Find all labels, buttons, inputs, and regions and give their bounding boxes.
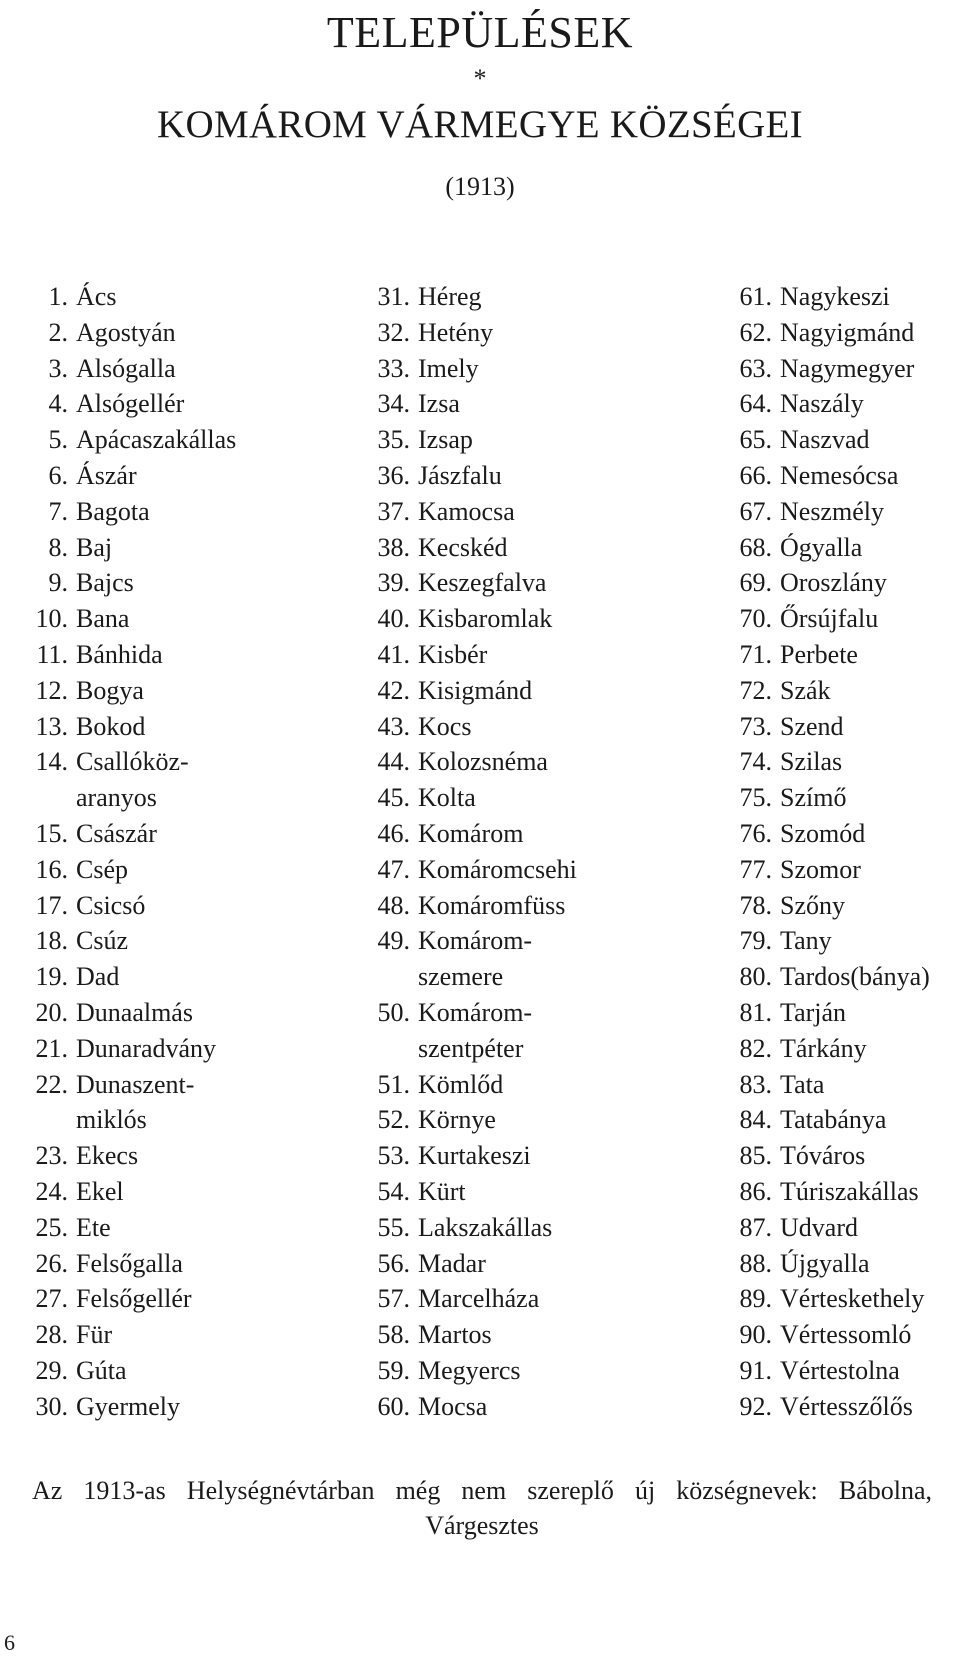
item-number: 28. [35,1320,68,1350]
separator-asterisk: * [473,64,487,93]
list-item [22,1246,236,1282]
settlement-name: Lakszakállas [418,1212,553,1242]
item-number: 51. [377,1069,410,1099]
list-item-continuation [370,1031,577,1067]
item-number: 87. [739,1212,772,1242]
item-number: 61. [739,282,772,311]
settlement-name: Kisbaromlak [418,604,553,634]
page-number: 6 [4,1630,15,1655]
settlement-name: Komárom [418,818,524,848]
settlement-name: Ete [76,1212,111,1242]
settlement-name: Vértestolna [780,1355,900,1385]
settlement-name: Izsa [418,389,460,419]
item-number: 68. [739,532,772,562]
item-number: 91. [739,1355,772,1385]
item-number: 10. [35,604,68,634]
list-item [22,351,236,387]
settlement-name: Szőny [780,890,845,920]
settlement-name: Ekecs [76,1141,139,1171]
item-number: 66. [739,460,772,490]
settlement-name: Jászfalu [418,460,502,490]
settlement-name: Naszály [780,389,864,419]
list-item [732,673,930,709]
item-number: 41. [377,639,410,669]
list-item [370,1389,577,1425]
item-number: 20. [35,997,68,1027]
footnote-line-1: Az 1913-as Helységnévtárban még nem szereplő új községnevek: Bábolna, [32,1476,932,1505]
list-item [22,852,236,888]
settlement-name: Környe [418,1105,496,1135]
settlement-name: Vértessomló [780,1320,912,1350]
list-item [22,458,236,494]
settlement-name: Vérteskethely [780,1284,925,1314]
list-item [370,565,577,601]
list-item [22,1210,236,1246]
settlement-name: Gúta [76,1355,127,1385]
list-item [370,386,577,422]
item-number: 12. [35,675,68,705]
list-item [370,279,577,315]
settlement-name: Gyermely [76,1391,180,1421]
list-item [370,458,577,494]
footnote [32,1473,932,1543]
settlement-name: Szilas [780,747,843,777]
list-item [370,816,577,852]
list-item [22,888,236,924]
settlement-name: Baj [76,532,113,562]
settlement-name: Tóváros [780,1141,866,1171]
settlement-name: Kürt [418,1176,466,1206]
settlement-name: szentpéter [418,1033,524,1063]
page-subtitle: KOMÁROM VÁRMEGYE KÖZSÉGEI [157,103,803,146]
item-number: 24. [35,1176,68,1206]
list-item [732,780,930,816]
item-number: 52. [377,1105,410,1135]
item-number: 60. [377,1391,410,1421]
item-number: 26. [35,1248,68,1278]
item-number: 63. [739,353,772,383]
list-item [22,709,236,745]
settlement-name: Kocs [418,711,472,741]
item-number: 3. [48,353,68,383]
item-number: 18. [35,926,68,956]
settlement-name: Komárom- [418,926,533,956]
list-item [370,923,577,959]
item-number: 84. [739,1105,772,1135]
settlement-name: Imely [418,353,479,383]
list-item [22,279,236,315]
settlement-name: Csicsó [76,890,146,920]
settlement-name: Keszegfalva [418,568,547,598]
item-number: 33. [377,353,410,383]
item-number: 77. [739,854,772,884]
settlement-name: Mocsa [418,1391,488,1421]
item-number: 31. [377,282,410,311]
settlement-name: Vértesszőlős [780,1391,913,1421]
list-item [22,1281,236,1317]
item-number: 21. [35,1033,68,1063]
settlement-name: Ászár [76,460,137,490]
item-number: 48. [377,890,410,920]
list-item [22,530,236,566]
list-item [732,852,930,888]
list-item [22,315,236,351]
settlement-name: Alsógalla [76,353,176,383]
settlement-name: Komárom- [418,997,533,1027]
item-number: 45. [377,783,410,813]
settlement-name: Kisigmánd [418,675,533,705]
list-item [732,315,930,351]
settlement-name: Bagota [76,496,150,526]
item-number: 46. [377,818,410,848]
item-number: 15. [35,818,68,848]
settlement-name: Szomód [780,818,866,848]
list-item [22,386,236,422]
list-item [22,1317,236,1353]
settlement-name: Tarján [780,997,847,1027]
item-number: 17. [35,890,68,920]
settlement-name: Tardos(bánya) [780,962,930,992]
list-item [370,744,577,780]
settlement-name: Martos [418,1320,492,1350]
list-item [370,1138,577,1174]
list-item [732,1210,930,1246]
list-item [22,601,236,637]
list-item [732,1067,930,1103]
settlement-name: Kisbér [418,639,488,669]
list-item [22,1174,236,1210]
item-number: 64. [739,389,772,419]
list-item [370,888,577,924]
settlement-name: Tany [780,926,832,956]
item-number: 9. [48,568,68,598]
settlement-name: Nagymegyer [780,353,915,383]
settlement-name: Nemesócsa [780,460,899,490]
settlement-name: Ógyalla [780,532,863,562]
item-number: 65. [739,425,772,455]
item-number: 19. [35,962,68,992]
settlement-name: Nagyigmánd [780,317,915,347]
list-item [370,780,577,816]
item-number: 86. [739,1176,772,1206]
list-item [22,995,236,1031]
list-item [370,351,577,387]
list-item [732,923,930,959]
item-number: 85. [739,1141,772,1171]
item-number: 74. [739,747,772,777]
list-item [22,1031,236,1067]
settlement-name: Alsógellér [76,389,185,419]
settlement-name: Naszvad [780,425,870,455]
list-item [22,494,236,530]
item-number: 7. [48,496,68,526]
settlement-name: Dad [76,962,120,992]
list-item [732,386,930,422]
item-number: 67. [739,496,772,526]
settlement-name: Kurtakeszi [418,1141,531,1171]
item-number: 34. [377,389,410,419]
list-item [732,1102,930,1138]
list-item [370,1102,577,1138]
settlement-name: szemere [418,962,504,992]
item-number: 29. [35,1355,68,1385]
list-item [732,744,930,780]
list-item [732,995,930,1031]
settlement-name: Ács [76,282,117,311]
settlement-name: Csallóköz- [76,747,189,777]
item-number: 73. [739,711,772,741]
item-number: 16. [35,854,68,884]
item-number: 78. [739,890,772,920]
settlement-name: Tatabánya [780,1105,887,1135]
item-number: 89. [739,1284,772,1314]
list-item [732,1246,930,1282]
item-number: 38. [377,532,410,562]
item-number: 83. [739,1069,772,1099]
settlement-name: Szend [780,711,844,741]
list-item [732,959,930,995]
item-number: 27. [35,1284,68,1314]
list-item [22,923,236,959]
list-item [370,1246,577,1282]
settlement-name: Csúz [76,926,128,956]
list-item [370,315,577,351]
list-item [732,422,930,458]
list-item [370,494,577,530]
item-number: 58. [377,1320,410,1350]
list-item [370,1317,577,1353]
settlement-name: Oroszlány [780,568,887,598]
year-label: (1913) [445,172,515,201]
list-item [732,637,930,673]
settlement-name: Dunaradvány [76,1033,217,1063]
item-number: 79. [739,926,772,956]
settlement-name: Dunaalmás [76,997,193,1027]
list-item [22,1138,236,1174]
list-item [22,637,236,673]
settlement-name: Héreg [418,282,482,311]
settlement-name: Megyercs [418,1355,521,1385]
list-item [22,1353,236,1389]
settlement-column-3 [732,279,930,1425]
item-number: 80. [739,962,772,992]
settlement-name: Szomor [780,854,861,884]
list-item [370,422,577,458]
item-number: 72. [739,675,772,705]
list-item [732,1317,930,1353]
item-number: 1. [48,282,68,311]
item-number: 92. [739,1391,772,1421]
settlement-name: Kolozsnéma [418,747,548,777]
list-item [732,279,930,315]
item-number: 75. [739,783,772,813]
settlement-name: Hetény [418,317,494,347]
item-number: 47. [377,854,410,884]
item-number: 11. [36,639,68,669]
list-item [370,709,577,745]
list-item [732,709,930,745]
item-number: 32. [377,317,410,347]
item-number: 4. [48,389,68,419]
list-item [370,1353,577,1389]
item-number: 69. [739,568,772,598]
settlement-name: Újgyalla [780,1248,870,1278]
item-number: 22. [35,1069,68,1099]
item-number: 40. [377,604,410,634]
settlement-name: Bokod [76,711,146,741]
item-number: 50. [377,997,410,1027]
settlement-name: Őrsújfalu [780,604,879,634]
item-number: 36. [377,460,410,490]
item-number: 6. [48,460,68,490]
settlement-name: Tárkány [780,1033,867,1063]
settlement-name: Szímő [780,783,847,813]
item-number: 55. [377,1212,410,1242]
list-item [22,422,236,458]
item-number: 76. [739,818,772,848]
item-number: 37. [377,496,410,526]
list-item-continuation [370,959,577,995]
settlement-name: Dunaszent- [76,1069,195,1099]
item-number: 44. [377,747,410,777]
settlement-name: Kecskéd [418,532,508,562]
item-number: 30. [35,1391,68,1421]
list-item [370,995,577,1031]
item-number: 90. [739,1320,772,1350]
list-item [370,1281,577,1317]
item-number: 82. [739,1033,772,1063]
item-number: 2. [48,317,68,347]
list-item [370,530,577,566]
item-number: 71. [739,639,772,669]
settlement-name: Bana [76,604,130,634]
list-item [22,1067,236,1103]
settlement-name: Bogya [76,675,144,705]
item-number: 59. [377,1355,410,1385]
settlement-name: miklós [76,1105,147,1135]
page-title: TELEPÜLÉSEK [326,8,634,57]
settlement-name: Für [76,1320,113,1350]
item-number: 56. [377,1248,410,1278]
settlement-name: aranyos [76,783,157,813]
list-item [732,1174,930,1210]
item-number: 53. [377,1141,410,1171]
list-item [370,852,577,888]
settlement-name: Bajcs [76,568,134,598]
list-item-continuation [22,780,236,816]
list-item [22,744,236,780]
item-number: 35. [377,425,410,455]
settlement-name: Felsőgalla [76,1248,183,1278]
settlement-name: Apácaszakállas [76,425,237,455]
footnote-line-2: Várgesztes [425,1511,539,1540]
settlement-name: Tata [780,1069,825,1099]
item-number: 43. [377,711,410,741]
list-item [732,816,930,852]
list-item [22,816,236,852]
item-number: 88. [739,1248,772,1278]
settlement-name: Udvard [780,1212,858,1242]
settlement-name: Császár [76,818,157,848]
item-number: 23. [35,1141,68,1171]
list-item [370,637,577,673]
settlement-name: Agostyán [76,317,176,347]
item-number: 25. [35,1212,68,1242]
settlement-column-1 [22,279,236,1425]
item-number: 49. [377,926,410,956]
list-item [370,1174,577,1210]
item-number: 39. [377,568,410,598]
list-item [22,1389,236,1425]
list-item [732,1389,930,1425]
item-number: 62. [739,317,772,347]
list-item [732,888,930,924]
settlement-name: Izsap [418,425,473,455]
list-item [22,565,236,601]
item-number: 14. [35,747,68,777]
settlement-column-2 [370,279,577,1425]
item-number: 13. [35,711,68,741]
settlement-name: Madar [418,1248,486,1278]
settlement-name: Komáromfüss [418,890,566,920]
settlement-name: Ekel [76,1176,124,1206]
item-number: 5. [48,425,68,455]
settlement-name: Nagykeszi [780,282,890,311]
list-item [732,494,930,530]
list-item [732,1353,930,1389]
list-item [732,351,930,387]
settlement-name: Marcelháza [418,1284,540,1314]
settlement-name: Csép [76,854,128,884]
settlement-name: Perbete [780,639,858,669]
item-number: 70. [739,604,772,634]
list-item [732,1138,930,1174]
settlement-name: Szák [780,675,831,705]
item-number: 42. [377,675,410,705]
list-item [370,673,577,709]
list-item [732,458,930,494]
settlement-name: Komáromcsehi [418,854,577,884]
list-item-continuation [22,1102,236,1138]
item-number: 8. [48,532,68,562]
list-item [22,673,236,709]
settlement-name: Bánhida [76,639,163,669]
list-item [370,1067,577,1103]
list-item [370,1210,577,1246]
item-number: 57. [377,1284,410,1314]
item-number: 54. [377,1176,410,1206]
settlement-name: Kamocsa [418,496,515,526]
settlement-name: Kömlőd [418,1069,504,1099]
list-item [732,1031,930,1067]
list-item [22,959,236,995]
settlement-name: Felsőgellér [76,1284,192,1314]
list-item [732,1281,930,1317]
item-number: 81. [739,997,772,1027]
list-item [370,601,577,637]
list-item [732,530,930,566]
list-item [732,565,930,601]
settlement-name: Túriszakállas [780,1176,919,1206]
list-item [732,601,930,637]
settlement-name: Neszmély [780,496,884,526]
settlement-name: Kolta [418,783,476,813]
